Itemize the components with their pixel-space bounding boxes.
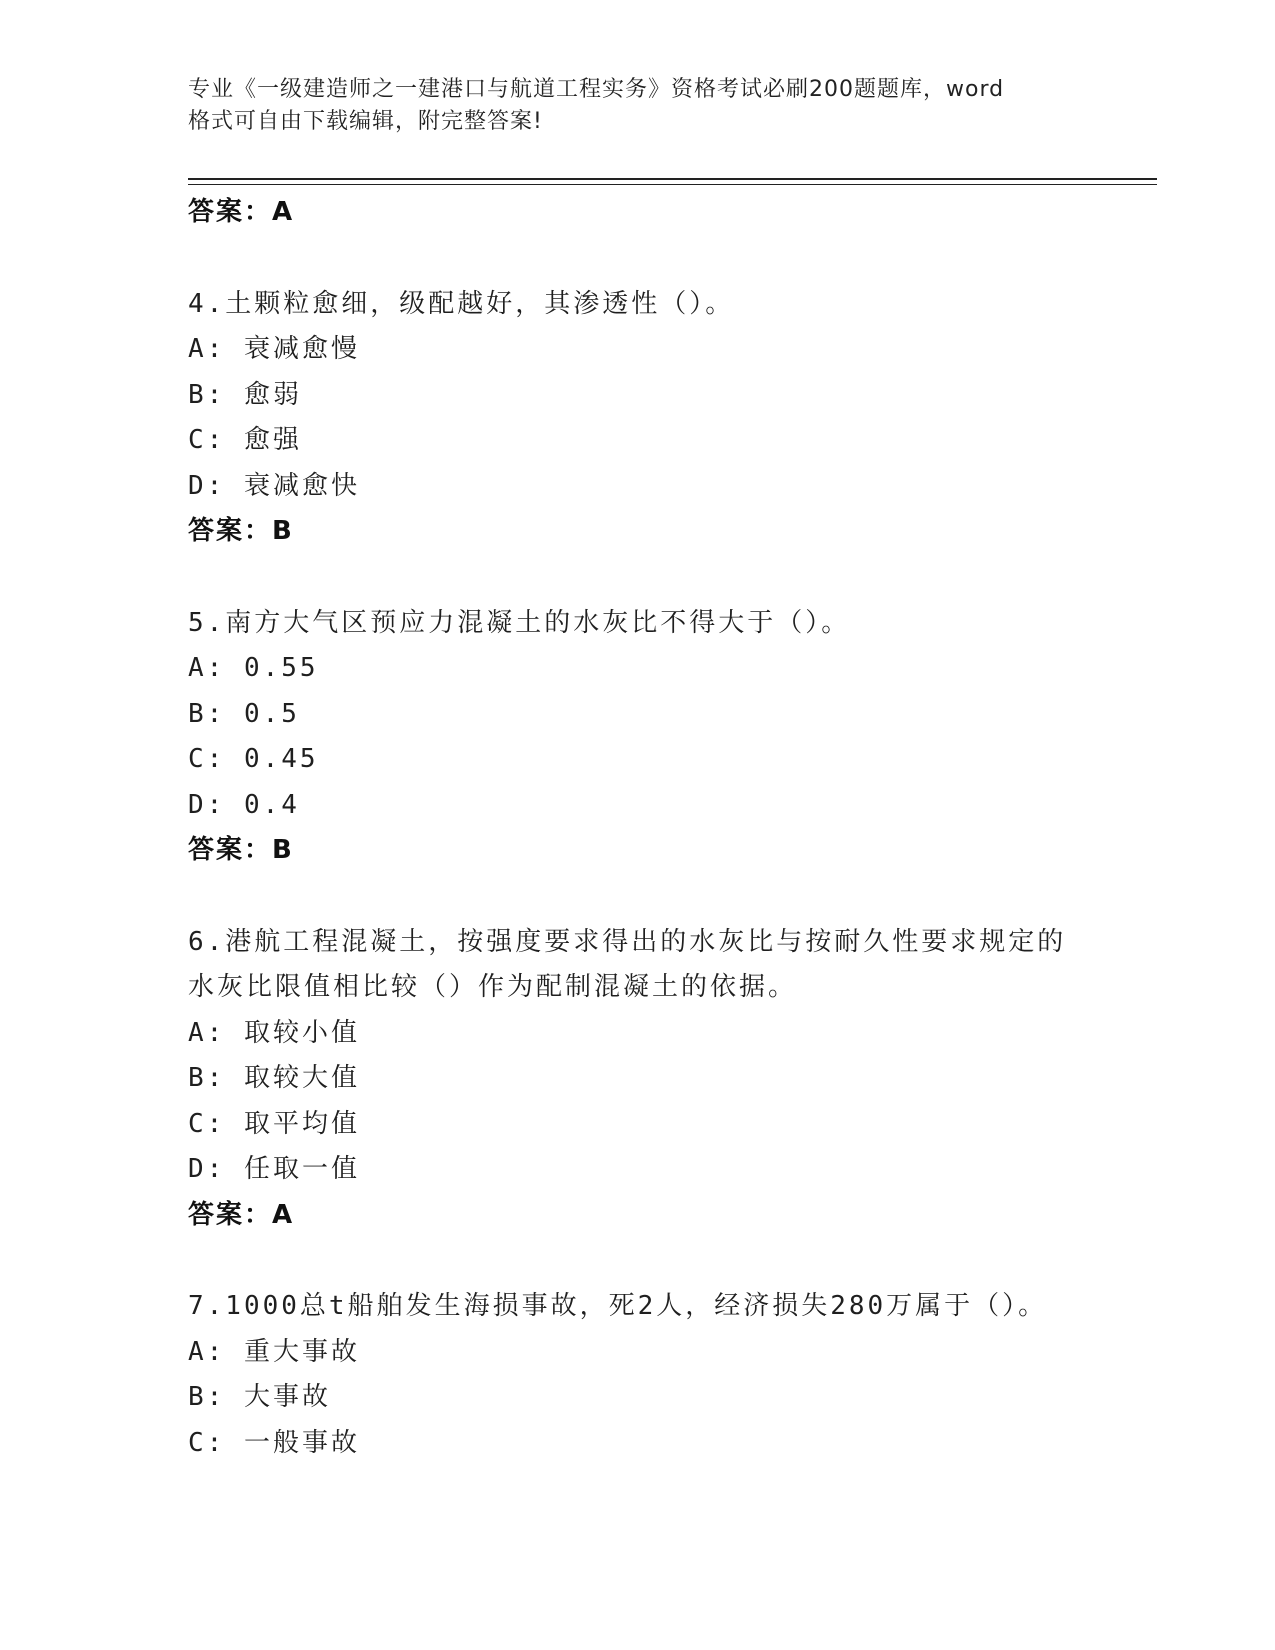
- header-title-line-2: 格式可自由下载编辑，附完整答案!: [188, 109, 543, 134]
- option-c: C: 一般事故: [188, 1427, 360, 1458]
- question-text: 4.土颗粒愈细，级配越好，其渗透性（）。: [188, 288, 735, 319]
- question-text-line-2: 水灰比限值相比较（）作为配制混凝土的依据。: [188, 972, 798, 1002]
- header-divider-thick: [188, 178, 1157, 180]
- question-list: [188, 190, 1088, 1466]
- document-header: [188, 74, 1068, 138]
- option-d: D: 衰减愈快: [188, 470, 360, 501]
- question-text-line-1: 6.港航工程混凝土，按强度要求得出的水灰比与按耐久性要求规定的: [188, 926, 1067, 957]
- option-a: A: 衰减愈慢: [188, 334, 360, 364]
- question-block-4: [188, 282, 1088, 555]
- option-d: D: 任取一值: [188, 1154, 360, 1184]
- option-c: C: 取平均值: [188, 1108, 360, 1139]
- option-b: B: 0.5: [188, 698, 300, 729]
- option-b: B: 愈弱: [188, 379, 302, 410]
- question-block-5: [188, 601, 1088, 874]
- question-block-6: [188, 920, 1088, 1239]
- question-text: 5.南方大气区预应力混凝土的水灰比不得大于（）。: [188, 607, 851, 638]
- answer: 答案：B: [188, 516, 294, 546]
- spacer: [188, 874, 1088, 920]
- header-title-line-1: 专业《一级建造师之一建港口与航道工程实务》资格考试必刷200题题库，word: [188, 77, 1005, 102]
- option-a: A: 重大事故: [188, 1336, 360, 1367]
- option-d: D: 0.4: [188, 789, 300, 820]
- option-b: B: 取较大值: [188, 1063, 360, 1093]
- answer: 答案：B: [188, 835, 294, 865]
- option-b: B: 大事故: [188, 1382, 331, 1412]
- option-c: C: 0.45: [188, 744, 319, 774]
- option-c: C: 愈强: [188, 425, 302, 455]
- header-divider-thin: [188, 184, 1157, 185]
- option-a: A: 取较小值: [188, 1017, 360, 1048]
- question-block-7: [188, 1284, 1088, 1466]
- answer-q3: 答案：A: [188, 197, 295, 227]
- answer: 答案：A: [188, 1199, 295, 1230]
- spacer: [188, 555, 1088, 601]
- spacer: [188, 1238, 1088, 1284]
- spacer: [188, 236, 1088, 282]
- question-text: 7.1000总t船舶发生海损事故，死2人，经济损失280万属于（）。: [188, 1291, 1048, 1321]
- option-a: A: 0.55: [188, 653, 319, 683]
